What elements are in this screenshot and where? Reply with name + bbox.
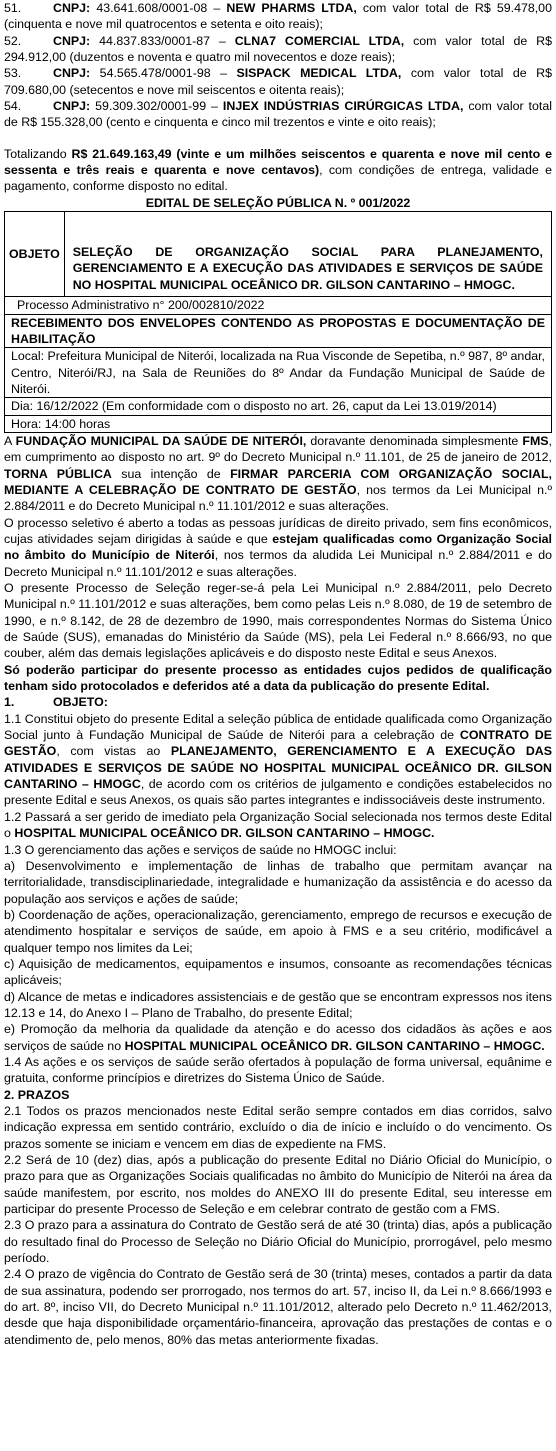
objeto-label: OBJETO [5, 212, 65, 297]
lot-item: 54. CNPJ: 59.309.302/0001-99 – INJEX INDÚSTRIAS CIRÚRGICAS LTDA, com valor total de R$ 155.328,00 (cento e cinquenta e cinco mil trezentos e vinte e oito reais); [4, 99, 552, 130]
intro-paragraph: A FUNDAÇÃO MUNICIPAL DA SAÚDE DE NITERÓI, doravante denominada simplesmente FMS, em cumprimento ao disposto no art. 9º do Decreto Municipal n.º 11.101, de 25 de janeiro de 2012, TORNA PÚBLICA sua intenção de FIRMAR PARCERIA COM ORGANIZAÇÃO SOCIAL, MEDIANTE A CELEBRAÇÃO DE CONTRATO DE GESTÃO, nos termos da Lei Municipal n.º 2.884/2011 e do Decreto Municipal n.º 11.101/2012 e suas alterações. [4, 433, 552, 514]
clause-item: a) Desenvolvimento e implementação de linhas de trabalho que permitam avançar na territorialidade, transdisciplinariedade, integralidade e humanização da assistência e do acesso da população aos serviços e ações de saúde; [4, 858, 552, 906]
section-heading: 1. OBJETO: [4, 695, 108, 710]
clause-item: d) Alcance de metas e indicadores assistenciais e de gestão que se encontram expressos nos itens 12.13 e 14, do Anexo I – Plano de Trabalho, do presente Edital; [4, 989, 552, 1020]
dia-line: Dia: 16/12/2022 (Em conformidade com o disposto no art. 26, caput da Lei 13.019/2014) [5, 398, 552, 415]
clause-2-3: 2.3 O prazo para a assinatura do Contrato de Gestão será de até 30 (trinta) dias, após a publicação do resultado final do Processo de Seleção no Diário Oficial do Município, prorrogável, pelo mesmo período. [4, 1218, 552, 1266]
lot-item: 53. CNPJ: 54.565.478/0001-98 – SISPACK MEDICAL LTDA, com valor total de R$ 709.680,00 (setecentos e nove mil seiscentos e oitenta reais); [4, 66, 553, 97]
clause-item: e) Promoção da melhoria da qualidade da atenção e do acesso dos cidadãos às ações e aos serviços de saúde no HOSPITAL MUNICIPAL OCEÂNICO DR. GILSON CANTARINO – HMOGC. [4, 1022, 552, 1053]
clause-2-1: 2.1 Todos os prazos mencionados neste Edital serão sempre contados em dias corridos, salvo indicação expressa em sentido contrário, excluído o dia de início e incluído o do vencimento. Os prazos somente se iniciam e vencem em dias de expediente na FMS. [4, 1104, 552, 1151]
clause-2-2: 2.2 Será de 10 (dez) dias, após a publicação do presente Edital no Diário Oficial do Município, o prazo para que as Organizações Sociais qualificadas no âmbito do Município de Niterói na área da saúde manifestem, por escrito, nos moldes do ANEXO III do presente Edital, seu interesse em participar do presente Processo de Seleção e em celebrar contrato de gestão com a FMS. [4, 1153, 552, 1217]
lot-item: 51. CNPJ: 43.641.608/0001-08 – NEW PHARMS LTDA, com valor total de R$ 59.478,00 (cinquenta e nove mil quatrocentos e setenta e oito reais); [4, 1, 552, 32]
processo-line: Processo Administrativo n° 200/002810/2022 [5, 297, 552, 314]
edital-info-box [4, 211, 552, 433]
intro-paragraph: O processo seletivo é aberto a todas as pessoas jurídicas de direito privado, sem fins econômicos, cujas atividades sejam dirigidas à saúde e que estejam qualificadas como Organização Social no âmbito do Município de Niterói, nos termos da aludida Lei Municipal n.º 2.884/2011 e do Decreto Municipal n.º 11.101/2012 e suas alterações. [4, 515, 552, 579]
lot-item: 52. CNPJ: 44.837.833/0001-87 – CLNA7 COMERCIAL LTDA, com valor total de R$ 294.912,00 (duzentos e noventa e quatro mil novecentos e doze reais); [4, 33, 552, 65]
edital-title: EDITAL DE SELEÇÃO PÚBLICA N. º 001/2022 [145, 195, 411, 210]
objeto-text: SELEÇÃO DE ORGANIZAÇÃO SOCIAL PARA PLANEJAMENTO, GERENCIAMENTO E A EXECUÇÃO DAS ATIVIDADES E SERVIÇOS DE SAÚDE NO HOSPITAL MUNICIPAL OCEÂNICO DR. GILSON CANTARINO – HMOGC. [64, 212, 551, 297]
clause-item: c) Aquisição de medicamentos, equipamentos e insumos, consoante as recomendações técnicas aplicáveis; [4, 956, 552, 988]
hora-line: Hora: 14:00 horas [5, 415, 552, 432]
local-line: Local: Prefeitura Municipal de Niterói, localizada na Rua Visconde de Sepetiba, n.º 987, 8º andar, Centro, Niterói/RJ, na Sala de Reuniões do 8º Andar da Fundação Municipal de Saúde de Niterói. [5, 348, 552, 398]
clause-item: b) Coordenação de ações, operacionalização, gerenciamento, emprego de recursos e execução de atendimento hospitalar e serviços de saúde, em apoio à FMS e a seu critério, modificável a qualquer tempo nos limites da Lei; [4, 907, 552, 955]
section-heading: 2. PRAZOS [4, 1087, 70, 1102]
recebimento-line: RECEBIMENTO DOS ENVELOPES CONTENDO AS PROPOSTAS E DOCUMENTAÇÃO DE HABILITAÇÃO [5, 314, 552, 348]
clause-2-4: 2.4 O prazo de vigência do Contrato de Gestão será de 30 (trinta) meses, contados a partir da data de sua assinatura, podendo ser prorrogado, nos termos do art. 57, inciso II, da Lei n.º 8.666/1993 e do art. 8º, inciso VII, do Decreto Municipal n.º 11.101/2012, alterado pelo Decreto n.º 11.462/2013, desde que haja disponibilidade orçamentário-financeira, aprovação das prestações de contas e o atendimento de, pelo menos, 80% das metas anteriormente fixadas. [4, 1267, 552, 1347]
clause-1-4: 1.4 As ações e os serviços de saúde serão ofertados à população de forma universal, equânime e gratuita, conforme princípios e diretrizes do Sistema Único de Saúde. [4, 1054, 552, 1086]
intro-paragraph: O presente Processo de Seleção reger-se-á pela Lei Municipal n.º 2.884/2011, pelo Decreto Municipal n.º 11.101/2012 e suas alterações, bem como pelas Leis n.º 8.080, de 19 de setembro de 1990, e n.º 8.142, de 28 de dezembro de 1990, mais correspondentes Normas do Sistema Único de Saúde (SUS), emanadas do Ministério da Saúde (MS), pela Lei Federal n.º 8.666/93, no que couber, além das demais legislações aplicáveis e do disposto neste Edital e seus Anexos. [4, 581, 552, 661]
clause-1-2: 1.2 Passará a ser gerido de imediato pela Organização Social selecionada nos termos deste Edital o HOSPITAL MUNICIPAL OCEÂNICO DR. GILSON CANTARINO – HMOGC. [4, 809, 552, 841]
intro-notice: Só poderão participar do presente processo as entidades cujos pedidos de qualificação tenham sido protocolados e deferidos até a data da publicação do presente Edital. [4, 662, 552, 694]
clause-1-3: 1.3 O gerenciamento das ações e serviços de saúde no HMOGC inclui: [4, 842, 397, 857]
total-paragraph: Totalizando R$ 21.649.163,49 (vinte e um milhões seiscentos e quarenta e nove mil cento e sessenta e três reais e quarenta e nove centavos), com condições de entrega, validade e pagamento, conforme disposto no edital. [4, 146, 552, 194]
clause-1-1: 1.1 Constitui objeto do presente Edital a seleção pública de entidade qualificada como Organização Social junto à Fundação Municipal de Saúde de Niterói para a celebração de CONTRATO DE GESTÃO, com vistas ao PLANEJAMENTO, GERENCIAMENTO E A EXECUÇÃO DAS ATIVIDADES E SERVIÇOS DE SAÚDE NO HOSPITAL MUNICIPAL OCEÂNICO DR. GILSON CANTARINO – HMOGC, de acordo com os critérios de julgamento e condições estabelecidos no presente Edital e seus Anexos, os quais são partes integrantes e indissociáveis deste instrumento. [4, 711, 553, 808]
